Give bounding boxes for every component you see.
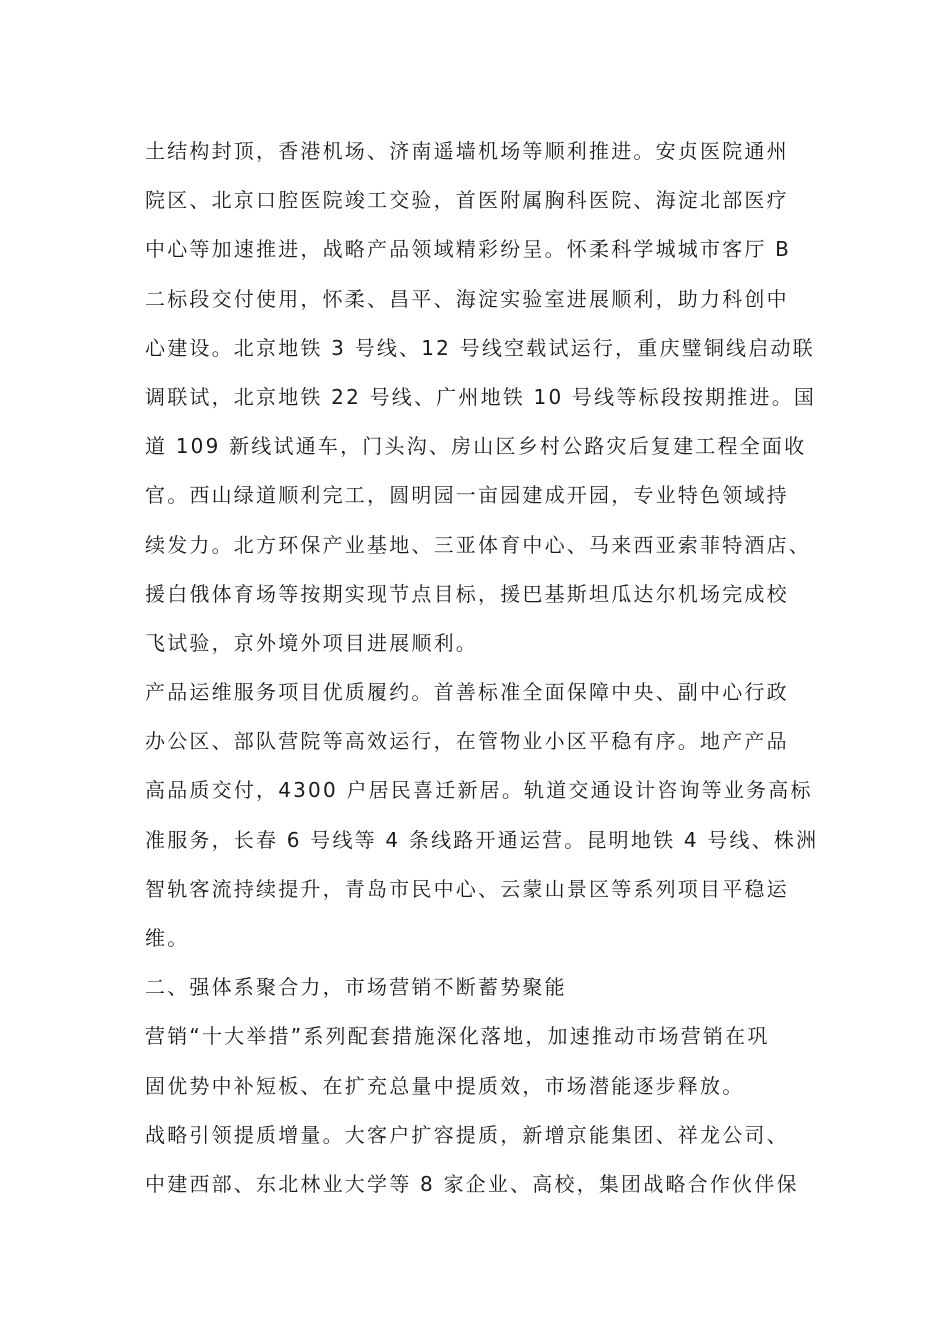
text-line: 援白俄体育场等按期实现节点目标，援巴基斯坦瓜达尔机场完成校 <box>145 581 789 606</box>
text-line: 智轨客流持续提升，青岛市民中心、云蒙山景区等系列项目平稳运 <box>145 876 789 901</box>
text-line: 营销“十大举措”系列配套措施深化落地，加速推动市场营销在巩 <box>145 1024 770 1049</box>
text-line: 中建西部、东北林业大学等 8 家企业、高校，集团战略合作伙伴保 <box>145 1171 799 1196</box>
text-line: 土结构封顶，香港机场、济南遥墙机场等顺利推进。安贞医院通州 <box>145 139 789 163</box>
body-text <box>145 127 845 1209</box>
text-line: 产品运维服务项目优质履约。首善标准全面保障中央、副中心行政 <box>145 680 789 705</box>
text-line: 调联试，北京地铁 22 号线、广州地铁 10 号线等标段按期推进。国 <box>145 384 817 409</box>
section-heading: 二、强体系聚合力，市场营销不断蓄势聚能 <box>145 975 567 1000</box>
text-line: 中心等加速推进，战略产品领域精彩纷呈。怀柔科学城城市客厅 B <box>145 237 792 262</box>
text-line: 院区、北京口腔医院竣工交验，首医附属胸科医院、海淀北部医疗 <box>145 188 789 213</box>
text-line: 道 109 新线试通车，门头沟、房山区乡村公路灾后复建工程全面收 <box>145 434 807 459</box>
text-line: 心建设。北京地铁 3 号线、12 号线空载试运行，重庆璧铜线启动联 <box>145 335 815 360</box>
text-line: 办公区、部队营院等高效运行，在管物业小区平稳有序。地产产品 <box>145 729 789 754</box>
text-line: 二标段交付使用，怀柔、昌平、海淀实验室进展顺利，助力科创中 <box>145 286 789 311</box>
text-line: 高品质交付，4300 户居民喜迁新居。轨道交通设计咨询等业务高标 <box>145 778 813 803</box>
text-line: 飞试验，京外境外项目进展顺利。 <box>145 630 478 655</box>
text-line: 准服务，长春 6 号线等 4 条线路开通运营。昆明地铁 4 号线、株洲 <box>145 827 819 852</box>
text-line: 续发力。北方环保产业基地、三亚体育中心、马来西亚索菲特酒店、 <box>145 532 811 557</box>
text-line: 固优势中补短板、在扩充总量中提质效，市场潜能逐步释放。 <box>145 1073 745 1098</box>
text-line: 战略引领提质增量。大客户扩容提质，新增京能集团、祥龙公司、 <box>145 1122 789 1147</box>
text-line: 维。 <box>145 926 190 950</box>
text-line: 官。西山绿道顺利完工，圆明园一亩园建成开园，专业特色领域持 <box>145 483 789 508</box>
